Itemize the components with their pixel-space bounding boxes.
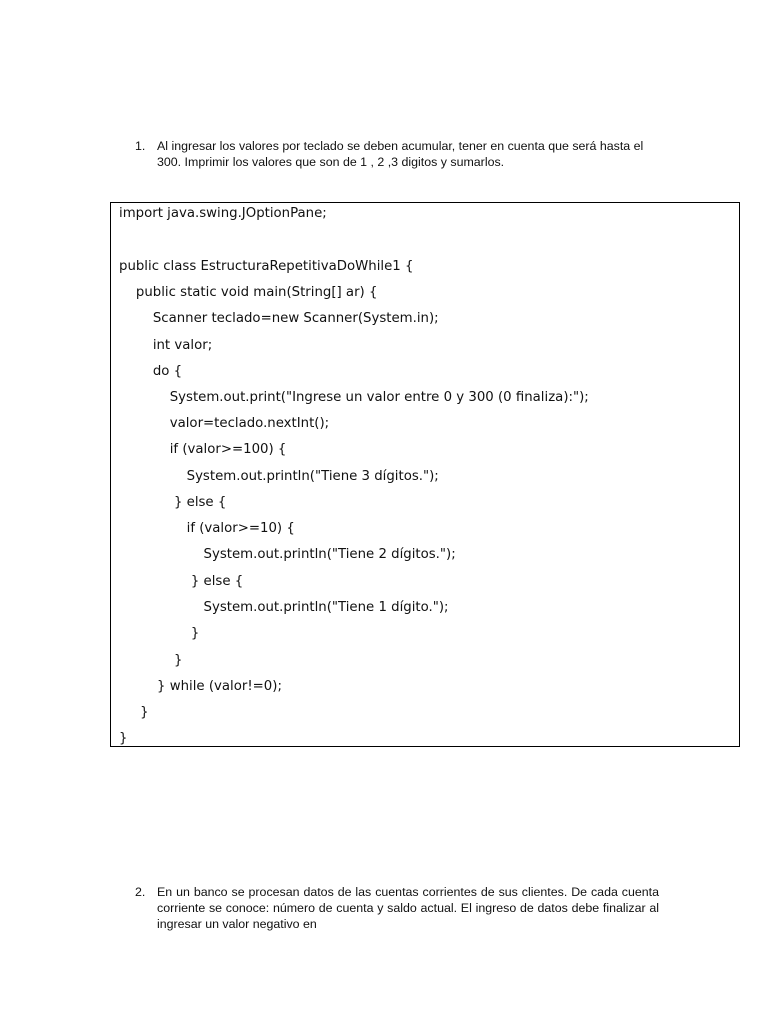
exercise-2	[135, 884, 659, 936]
code-line: if (valor>=100) {	[119, 442, 287, 457]
exercise-1	[135, 138, 655, 174]
code-line: System.out.print("Ingrese un valor entre 0 y 300 (0 finaliza):");	[119, 390, 589, 405]
code-line: }	[119, 731, 128, 746]
code-line: Scanner teclado=new Scanner(System.in);	[119, 311, 439, 326]
code-line: do {	[119, 364, 183, 379]
code-line: }	[119, 626, 200, 641]
code-line: }	[119, 653, 183, 668]
code-line: int valor;	[119, 338, 213, 353]
code-line: import java.swing.JOptionPane;	[119, 206, 327, 221]
exercise-2-text: En un banco se procesan datos de las cuentas corrientes de sus clientes. De cada cuenta corriente se conoce: número de cuenta y saldo actual. El ingreso de datos debe finalizar al ingresar un valor negativo en	[157, 885, 659, 931]
code-line: }	[119, 705, 149, 720]
code-line: if (valor>=10) {	[119, 521, 295, 536]
code-line: } else {	[119, 574, 244, 589]
code-line: System.out.println("Tiene 1 dígito.");	[119, 600, 449, 615]
code-line: System.out.println("Tiene 3 dígitos.");	[119, 469, 439, 484]
exercise-2-number: 2.	[135, 885, 146, 899]
exercise-1-number: 1.	[135, 139, 146, 153]
code-line: } while (valor!=0);	[119, 679, 282, 694]
exercise-1-text: Al ingresar los valores por teclado se deben acumular, tener en cuenta que será hasta el 300. Imprimir los valores que son de 1 , 2 ,3 digitos y sumarlos.	[157, 139, 644, 169]
code-line: valor=teclado.nextInt();	[119, 416, 330, 431]
code-line: System.out.println("Tiene 2 dígitos.");	[119, 547, 456, 562]
code-block	[110, 202, 740, 747]
code-line: public static void main(String[] ar) {	[119, 285, 378, 300]
code-line: public class EstructuraRepetitivaDoWhile1 {	[119, 259, 414, 274]
code-line: } else {	[119, 495, 227, 510]
